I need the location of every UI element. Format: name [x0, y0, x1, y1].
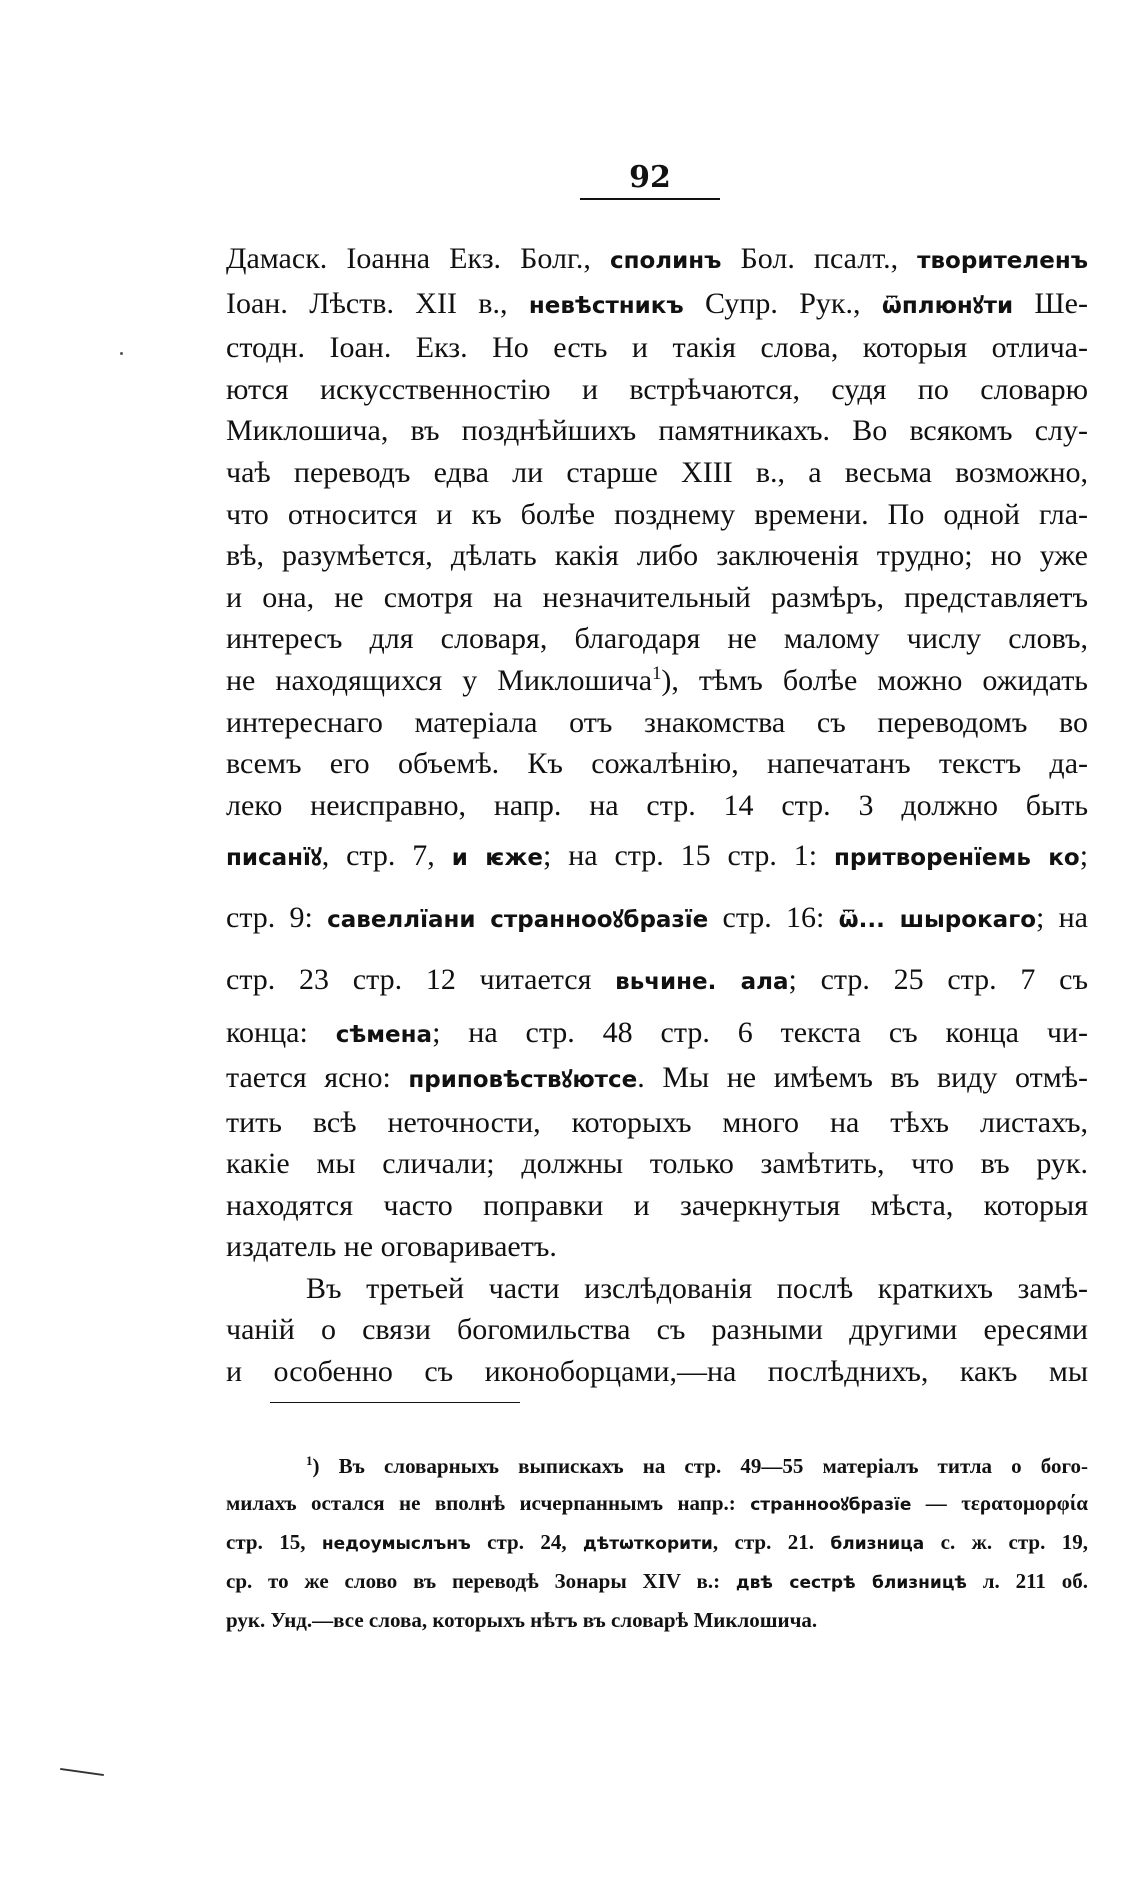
text-run: . Мы не имѣемъ въ виду отмѣ- — [637, 1060, 1088, 1094]
footnote-line — [226, 1485, 1088, 1524]
text-run: находятся часто поправки и зачеркнутыя мѣста, которыя — [226, 1188, 1088, 1222]
text-run: не находящихся у Миклошича — [226, 663, 653, 697]
text-line — [226, 826, 1088, 888]
text-line — [226, 660, 1088, 702]
text-run: чаѣ переводъ едва ли старше XIII в., а весьма возможно, — [226, 455, 1088, 489]
church-slavonic-word: и ѥже — [451, 845, 543, 872]
text-line — [226, 702, 1088, 744]
text-run: ср. то же слово въ переводѣ Зонары XIV в.: — [226, 1569, 736, 1593]
footnote-line — [226, 1448, 1088, 1485]
text-run: интересъ для словаря, благодаря не малому числу словъ, — [226, 622, 1088, 656]
church-slavonic-word: творителенъ — [917, 248, 1088, 274]
text-line — [226, 1057, 1088, 1102]
text-run: ; на — [1036, 901, 1088, 935]
text-run: какіе мы сличали; должны только замѣтить, что въ рук. — [226, 1147, 1088, 1181]
text-line — [226, 1268, 1088, 1310]
church-slavonic-word: сѣмена — [335, 1022, 433, 1049]
text-line — [226, 577, 1088, 619]
text-run: конца: — [226, 1016, 336, 1050]
text-line — [226, 950, 1088, 1012]
text-run: чаній о связи богомильства съ разными другими ересями — [226, 1313, 1088, 1347]
text-run: Супр. Рук., — [683, 286, 882, 320]
text-run: что относится и къ болѣе позднему времени. По одной гла- — [226, 497, 1088, 531]
text-run: тается ясно: — [226, 1060, 409, 1094]
church-slavonic-word: писанїꙋ — [226, 845, 322, 872]
text-run: интереснаго матеріала отъ знакомства съ переводомъ во — [226, 705, 1088, 739]
text-line — [226, 1143, 1088, 1185]
text-run: стодн. Іоан. Екз. Но есть и такія слова, которыя отлича- — [226, 331, 1088, 365]
text-run: и особенно съ иконоборцами,—на послѣднихъ, какъ мы — [226, 1355, 1088, 1389]
text-run: Дамаск. Іоанна Екз. Болг., — [226, 242, 610, 275]
text-run: стр. 15, — [226, 1530, 322, 1554]
text-run: — τερατομορφία — [911, 1491, 1088, 1515]
text-run: с. ж. стр. 19, — [924, 1530, 1088, 1554]
text-line — [226, 410, 1088, 452]
text-run: издатель не оговариваетъ. — [226, 1230, 557, 1264]
text-run: л. 211 об. — [966, 1569, 1088, 1593]
text-run: , стр. 21. — [712, 1530, 831, 1554]
text-run: Миклошича, въ позднѣйшихъ памятникахъ. Во всякомъ слу- — [226, 414, 1088, 448]
text-run: тить всѣ неточности, которыхъ много на тѣхъ листахъ, — [226, 1105, 1088, 1139]
text-run: ; на стр. 48 стр. 6 текста съ конца чи- — [432, 1016, 1088, 1050]
church-slavonic-word: страннооꙋбразїе — [750, 1495, 912, 1515]
text-line — [226, 369, 1088, 411]
footnote-rule — [270, 1402, 520, 1403]
church-slavonic-word: дѣтѡткорити — [583, 1534, 713, 1554]
footnote-marker: 1 — [306, 1453, 313, 1468]
text-run: стр. 24, — [470, 1530, 584, 1554]
text-run: милахъ остался не вполнѣ исчерпаннымъ напр.: — [226, 1491, 751, 1515]
text-run: ; — [1079, 839, 1089, 873]
footnote-line — [226, 1524, 1088, 1563]
footnote-line — [226, 1563, 1088, 1602]
text-run: стр. 9: — [226, 901, 328, 935]
scan-mark — [60, 1768, 104, 1776]
text-line — [226, 1351, 1088, 1393]
paragraph-1 — [226, 238, 1088, 1268]
church-slavonic-word: ѿплюнꙋти — [881, 292, 1014, 319]
text-run: Въ третьей части изслѣдованія послѣ краткихъ замѣ- — [306, 1271, 1088, 1305]
text-line — [226, 618, 1088, 660]
text-line — [226, 785, 1088, 827]
header-rule — [580, 198, 720, 200]
church-slavonic-word: невѣстникъ — [528, 292, 684, 319]
text-line — [226, 238, 1088, 283]
text-line — [226, 1012, 1088, 1057]
church-slavonic-word: близница — [830, 1534, 925, 1554]
church-slavonic-word: притворенїемь ко — [833, 845, 1080, 872]
church-slavonic-word: приповѣствꙋютсе — [408, 1066, 638, 1093]
text-line — [226, 327, 1088, 369]
footnote-1 — [226, 1448, 1088, 1639]
text-line — [226, 494, 1088, 536]
footnote-marker: 1 — [652, 662, 662, 684]
church-slavonic-word: двѣ сестрѣ близницѣ — [735, 1573, 967, 1593]
church-slavonic-word: сполинъ — [609, 248, 722, 274]
church-slavonic-word: недоумыслънъ — [321, 1534, 471, 1554]
text-run: стр. 23 стр. 12 читается — [226, 963, 616, 997]
body-text — [226, 238, 1088, 1393]
text-run: и она, не смотря на незначительный размѣръ, представляетъ — [226, 580, 1088, 614]
text-run: Іоан. Лѣств. XII в., — [226, 286, 529, 320]
text-line — [226, 283, 1088, 328]
scan-speck — [120, 352, 123, 355]
text-run: Бол. псалт., — [721, 242, 918, 275]
paragraph-2 — [226, 1268, 1088, 1393]
text-line — [226, 1102, 1088, 1144]
church-slavonic-word: савеллїани страннооꙋбразїе — [327, 907, 709, 934]
church-slavonic-word: вьчине. ала — [615, 969, 789, 996]
text-run: ), тѣмъ болѣе можно ожидать — [661, 663, 1088, 697]
text-run: всемъ его объемѣ. Къ сожалѣнію, напечатанъ текстъ да- — [226, 747, 1088, 781]
text-run: ) Въ словарныхъ выпискахъ на стр. 49—55 матеріалъ титла о бого- — [312, 1454, 1088, 1478]
text-run: , стр. 7, — [321, 839, 452, 873]
text-line — [226, 535, 1088, 577]
text-run: леко неисправно, напр. на стр. 14 стр. 3 должно быть — [226, 788, 1088, 822]
text-run: Ше- — [1013, 286, 1088, 320]
text-line — [226, 452, 1088, 494]
text-run: стр. 16: — [708, 901, 839, 935]
text-line — [226, 1185, 1088, 1227]
church-slavonic-word: ѿ... шырокаго — [838, 907, 1037, 934]
text-run: рук. Унд.—все слова, которыхъ нѣтъ въ словарѣ Миклошича. — [226, 1608, 818, 1632]
footnote-line — [226, 1602, 1088, 1639]
page-number: 92 — [629, 160, 671, 195]
text-line — [226, 743, 1088, 785]
text-run: ; на стр. 15 стр. 1: — [543, 839, 834, 873]
text-line — [226, 888, 1088, 950]
text-run: ются искусственностію и встрѣчаются, судя по словарю — [226, 372, 1088, 406]
text-line — [226, 1226, 1088, 1268]
text-run: вѣ, разумѣется, дѣлать какія либо заключенія трудно; но уже — [226, 539, 1088, 573]
text-line — [226, 1309, 1088, 1351]
text-run: ; стр. 25 стр. 7 съ — [788, 963, 1088, 997]
